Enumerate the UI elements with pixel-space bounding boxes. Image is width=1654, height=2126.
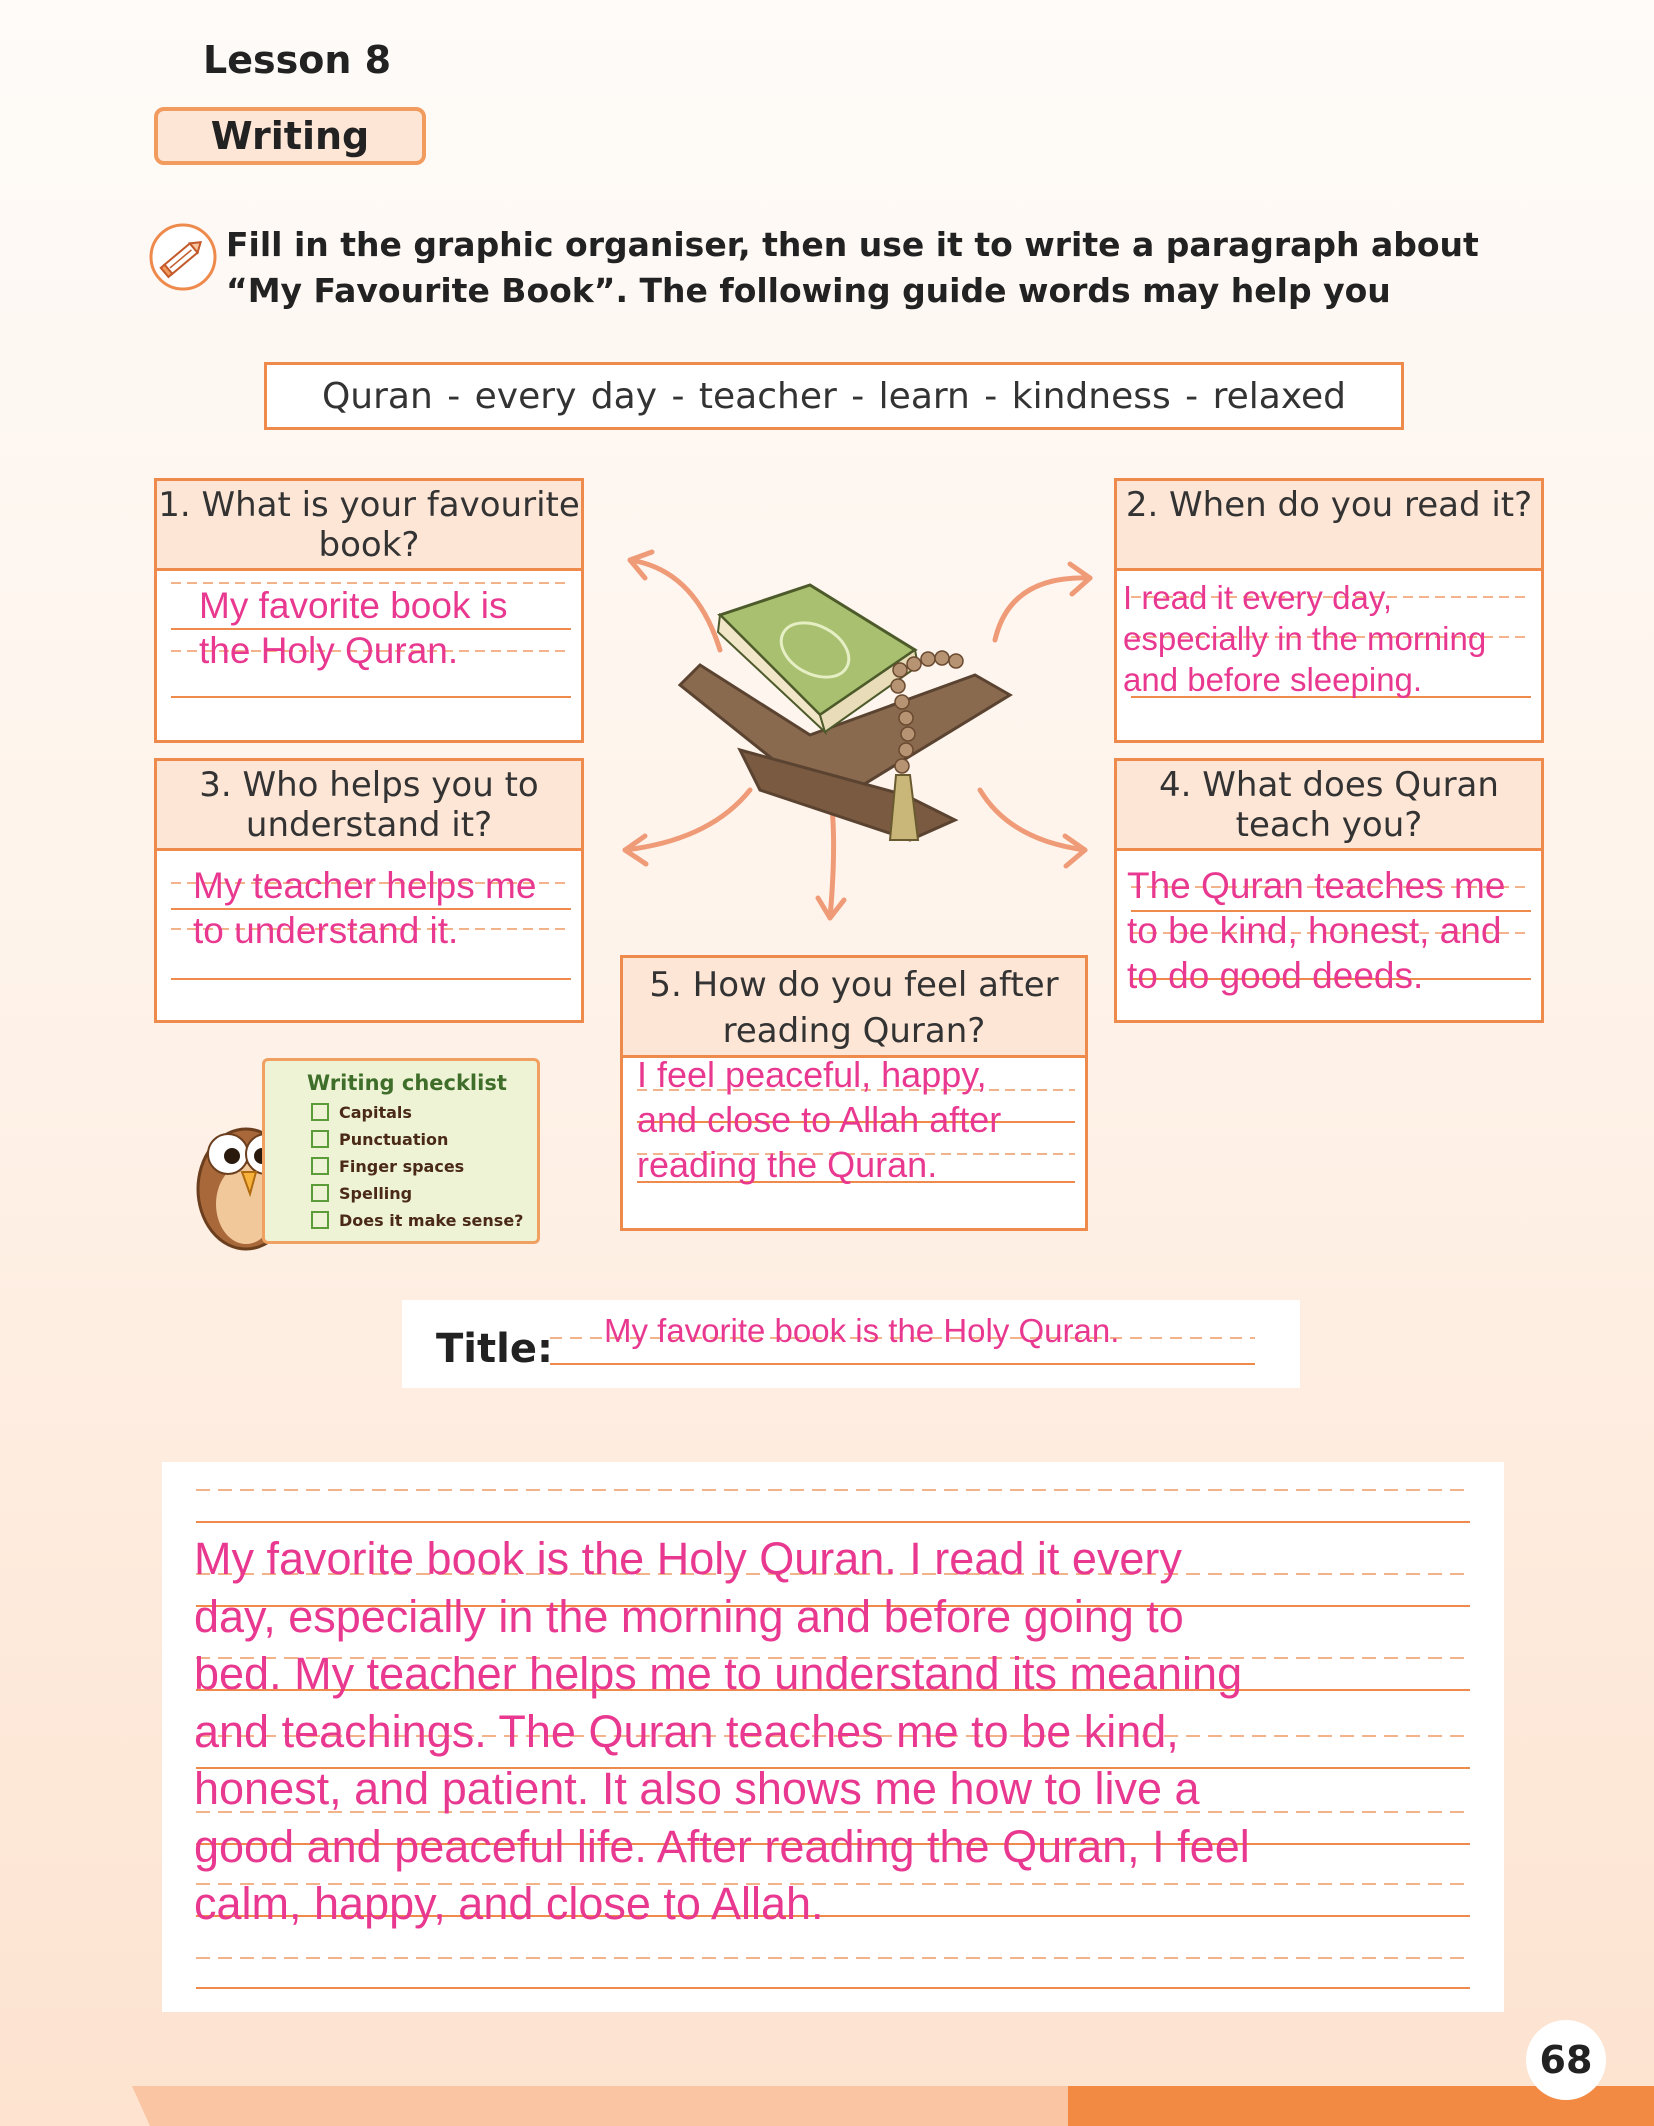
paragraph-line: day, especially in the morning and before going to (194, 1590, 1184, 1642)
answer-line: My teacher helps me (193, 865, 537, 906)
checkbox-icon (311, 1130, 329, 1148)
paragraph-line: and teachings. The Quran teaches me to be kind, (194, 1705, 1179, 1757)
answer-line: the Holy Quran. (199, 630, 459, 671)
checkbox-icon (311, 1184, 329, 1202)
section-tab: Writing (154, 107, 426, 165)
pencil-icon (148, 222, 218, 292)
answer-line: I read it every day, (1123, 579, 1393, 616)
answer-line: I feel peaceful, happy, (637, 1054, 987, 1095)
paragraph-line: good and peaceful life. After reading the Quran, I feel (194, 1820, 1250, 1872)
checklist-item: Punctuation (339, 1130, 449, 1149)
answer-line: to understand it. (193, 910, 459, 951)
checklist-item: Finger spaces (339, 1157, 465, 1176)
question-label: 3. Who helps you to understand it? (157, 761, 581, 851)
instruction-text: Fill in the graphic organiser, then use it to write a paragraph about “My Favourite Book”. The following guide words may help you (226, 225, 1479, 310)
title-label: Title: (436, 1326, 553, 1372)
checkbox-icon (311, 1157, 329, 1175)
checklist-item: Does it make sense? (339, 1211, 524, 1230)
question-label: 1. What is your favourite book? (157, 481, 581, 571)
answer-line: and close to Allah after (637, 1099, 1002, 1140)
answer-line: especially in the morning (1123, 620, 1487, 657)
paragraph-text[interactable] (194, 1530, 1464, 1933)
checkbox-icon (311, 1211, 329, 1229)
question-box-5 (620, 955, 1088, 1231)
paragraph-line: My favorite book is the Holy Quran. I read it every (194, 1533, 1182, 1584)
question-box-2 (1114, 478, 1544, 743)
answer-line: to be kind, honest, and (1127, 910, 1502, 951)
checklist-item: Capitals (339, 1103, 412, 1122)
question-label: 4. What does Quran teach you? (1117, 761, 1541, 851)
question-label: 5. How do you feel after reading Quran? (623, 958, 1085, 1058)
checkbox-icon (311, 1103, 329, 1121)
title-value[interactable]: My favorite book is the Holy Quran. (604, 1312, 1120, 1349)
paragraph-line: honest, and patient. It also shows me how to live a (194, 1763, 1200, 1814)
answer-line: to do good deeds. (1127, 955, 1424, 996)
question-box-3 (154, 758, 584, 1023)
footer-band (0, 2086, 1654, 2126)
checklist-item: Spelling (339, 1184, 413, 1203)
guide-words-box: Quran - every day - teacher - learn - kindness - relaxed (264, 362, 1404, 430)
lesson-number: Lesson 8 (203, 38, 392, 82)
answer-line: reading the Quran. (637, 1144, 938, 1185)
page-number: 68 (1526, 2020, 1606, 2100)
paragraph-line: calm, happy, and close to Allah. (194, 1878, 824, 1929)
answer-line: My favorite book is (199, 585, 508, 626)
answer-line: The Quran teaches me (1127, 865, 1506, 906)
checklist-title: Writing checklist (307, 1071, 507, 1095)
writing-checklist (262, 1058, 540, 1244)
quran-illustration (600, 540, 1120, 940)
answer-line: and before sleeping. (1123, 661, 1423, 698)
paragraph-line: bed. My teacher helps me to understand its meaning (194, 1648, 1243, 1699)
question-box-4 (1114, 758, 1544, 1023)
question-box-1 (154, 478, 584, 743)
question-label: 2. When do you read it? (1117, 481, 1541, 571)
